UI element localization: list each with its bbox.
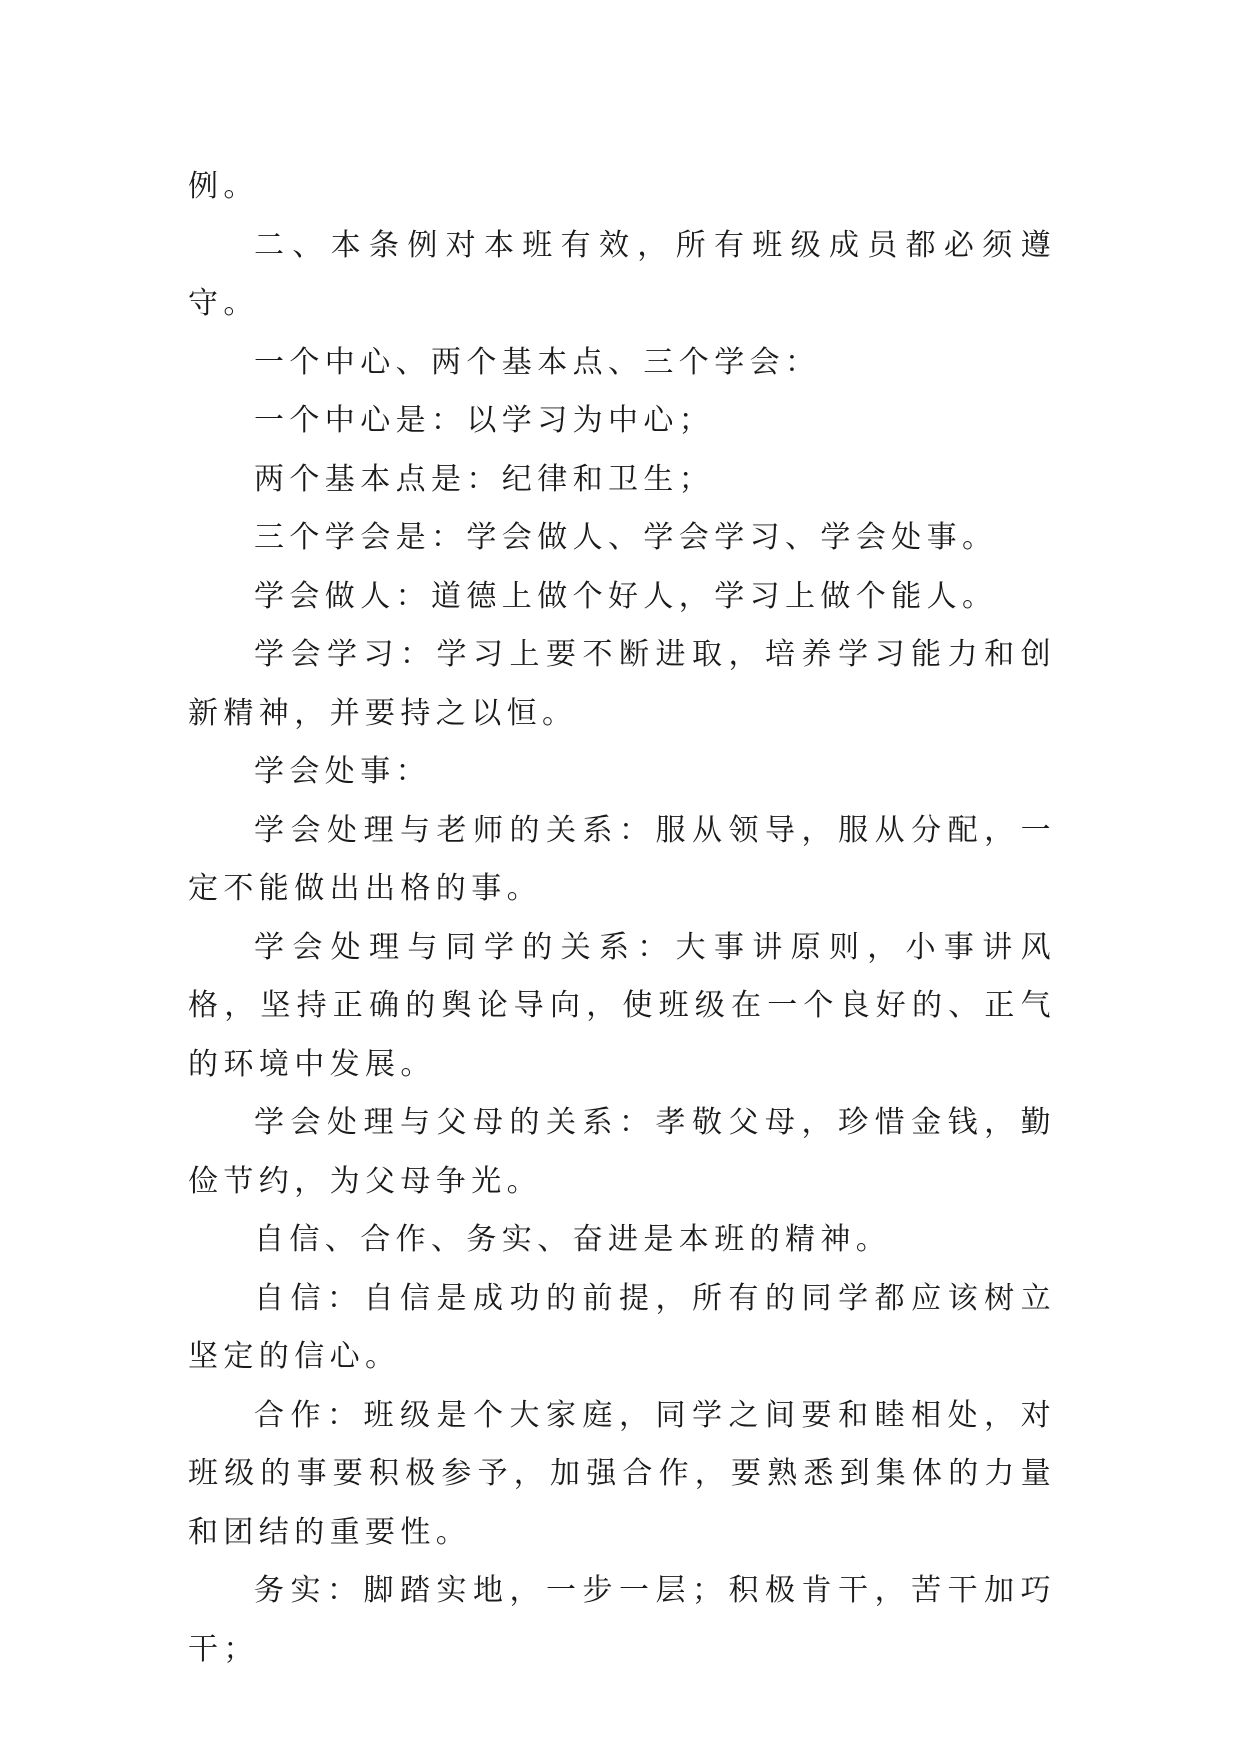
paragraph-teacher-relation: 学会处理与老师的关系：服从领导，服从分配，一定不能做出出格的事。 — [188, 812, 1056, 906]
paragraph-classmate-relation: 学会处理与同学的关系：大事讲原则，小事讲风格，坚持正确的舆论导向，使班级在一个良好的、正气的环境中发展。 — [188, 929, 1056, 1082]
paragraph-continuation: 例。 — [188, 169, 259, 204]
paragraph-two-points: 两个基本点是：纪律和卫生； — [254, 461, 715, 497]
paragraph-confidence: 自信：自信是成功的前提，所有的同学都应该树立坚定的信心。 — [188, 1280, 1056, 1374]
document-body — [188, 158, 1056, 1679]
paragraph-practical: 务实：脚踏实地，一步一层；积极肯干，苦干加巧干； — [188, 1573, 1056, 1667]
paragraph-one-center: 一个中心是：以学习为中心； — [254, 403, 715, 438]
paragraph-three-learnings: 三个学会是：学会做人、学会学习、学会处事。 — [254, 520, 998, 555]
paragraph-learn-to-study: 学会学习：学习上要不断进取，培养学习能力和创新精神，并要持之以恒。 — [188, 637, 1056, 731]
paragraph-parent-relation: 学会处理与父母的关系：孝敬父母，珍惜金钱，勤俭节约，为父母争光。 — [188, 1105, 1056, 1199]
paragraph-learn-to-be: 学会做人：道德上做个好人，学习上做个能人。 — [254, 578, 998, 614]
paragraph-principles-heading: 一个中心、两个基本点、三个学会： — [254, 344, 821, 380]
paragraph-scope: 二、本条例对本班有效，所有班级成员都必须遵守。 — [188, 227, 1056, 321]
paragraph-learn-to-handle: 学会处事： — [254, 754, 431, 789]
paragraph-cooperation: 合作：班级是个大家庭，同学之间要和睦相处，对班级的事要积极参予，加强合作，要熟悉到集体的力量和团结的重要性。 — [188, 1397, 1056, 1550]
paragraph-class-spirit: 自信、合作、务实、奋进是本班的精神。 — [254, 1222, 892, 1257]
